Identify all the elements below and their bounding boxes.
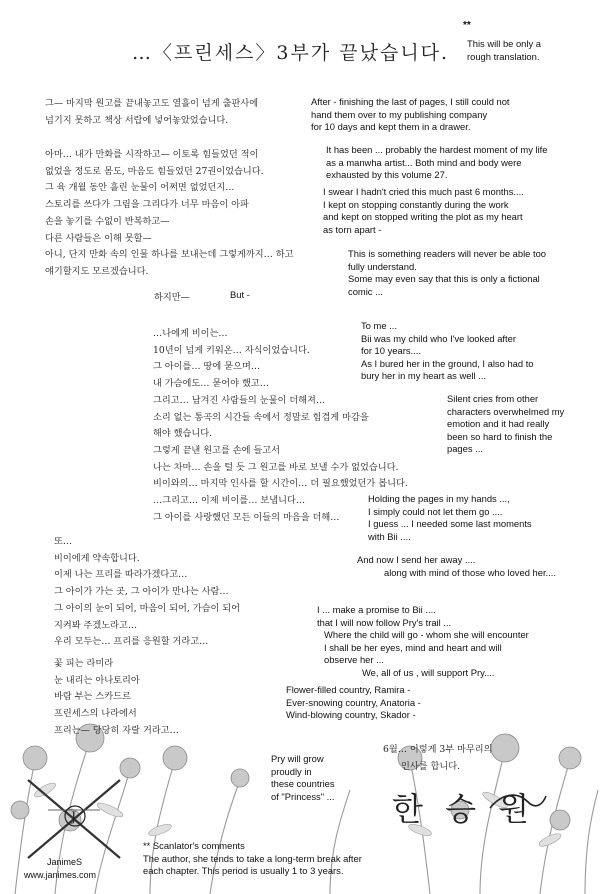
korean-line: …나에게 비이는…: [153, 328, 228, 339]
korean-line: 비이에게 약속합니다.: [54, 552, 140, 564]
logo-name: JanimeS: [47, 857, 83, 867]
scanlator-comments: [143, 840, 362, 878]
translation-line: Where the child will go - whom she will encounter: [324, 629, 529, 641]
translation-line: and kept on stopped writing the plot as my heart: [323, 211, 523, 223]
translation-line: along with mind of those who loved her....: [384, 566, 556, 578]
page-title: …〈프린세스〉3부가 끝났습니다.: [132, 42, 450, 64]
korean-line: 그 아이의 눈이 되어, 마음이 되어, 가슴이 되어: [54, 602, 241, 614]
korean-line: 다른 사람들은 이해 못할—: [45, 232, 152, 244]
translation-line: I kept on stopping constantly during the work: [323, 198, 509, 210]
translation-5: [230, 289, 250, 302]
translation-line: This is something readers will never be able too: [348, 248, 547, 259]
translation-12: [271, 753, 335, 803]
signature-flourish: [488, 790, 548, 814]
korean-paragraph-1: [45, 96, 258, 129]
translation-line: It has been ... probably the hardest moment of my life: [326, 144, 548, 155]
translation-7: [447, 393, 564, 456]
translation-line: characters overwhelmed my: [447, 405, 565, 417]
translator-note-line: rough translation.: [467, 50, 540, 62]
svg-text:J: J: [71, 810, 77, 825]
korean-line: 눈 내리는 아나토리아: [54, 674, 140, 686]
translation-2: [326, 144, 547, 182]
translation-line: Some may even say that this is only a fictional: [348, 273, 540, 285]
translation-line: that I will now follow Pry's trail ...: [317, 616, 452, 628]
translation-line: these countries: [271, 778, 335, 790]
korean-line: 또…: [54, 536, 73, 547]
translation-line: We, all of us , will support Pry....: [362, 666, 495, 678]
korean-line: 얘기할지도 모르겠습니다.: [45, 265, 149, 277]
korean-line: 내 가슴에도… 묻어야 했고…: [153, 378, 269, 390]
korean-line: 해야 했습니다.: [153, 428, 213, 440]
translation-line: Silent cries from other: [447, 393, 539, 404]
korean-line: 그— 마지막 원고를 끝내놓고도 열흘이 넘게 출판사에: [45, 98, 259, 109]
logo-url: www.janimes.com: [24, 870, 97, 880]
translation-3: [323, 186, 524, 236]
translation-line: I ... make a promise to Bii ....: [317, 604, 436, 615]
translation-line: I simply could not let them go ....: [368, 505, 503, 517]
translation-line: Flower-filled country, Ramira -: [286, 684, 411, 695]
translation-line: observe her ...: [324, 654, 384, 666]
korean-line: 비이와의… 마지막 인사를 할 시간이… 더 필요했었던가 봅니다.: [153, 478, 408, 490]
translation-line: I swear I hadn't cried this much past 6 months....: [323, 186, 524, 197]
korean-line: 10년이 넘게 키워온… 자식이었습니다.: [153, 344, 310, 356]
translation-line: Ever-snowing country, Anatoria -: [286, 696, 421, 708]
korean-line: 나는 차마… 손을 털 듯 그 원고를 바로 보낼 수가 없었습니다.: [153, 461, 399, 473]
scanlator-heading: ** Scanlator's comments: [143, 840, 245, 851]
korean-line: 넘기지 못하고 책상 서랍에 넣어놓았었습니다.: [45, 114, 229, 126]
korean-paragraph-6: [54, 656, 179, 740]
translation-line: After - finishing the last of pages, I still could not: [311, 96, 510, 107]
korean-line: 그 아이를… 땅에 묻으며…: [153, 361, 261, 373]
korean-line: 프린세스의 나라에서: [54, 708, 137, 720]
author-signature: 한 승 원: [392, 790, 536, 828]
translation-9: [357, 554, 556, 579]
translation-4: [348, 248, 546, 298]
translation-line: And now I send her away ....: [357, 554, 476, 565]
scanlator-line: The author, she tends to take a long-term break after: [143, 852, 362, 864]
translation-line: Bii was my child who I've looked after: [361, 332, 516, 344]
translation-line: emotion and it had really: [447, 418, 550, 430]
korean-line: 손을 놓기를 수없이 반복하고—: [45, 215, 170, 227]
translation-line: pages ...: [447, 443, 483, 455]
translator-note-line: This will be only a: [467, 38, 541, 49]
korean-line: 없었을 정도로 몸도, 마음도 힘들었던 27권이었습니다.: [45, 165, 264, 177]
translator-note: [467, 38, 541, 63]
translation-1: [311, 96, 510, 134]
translation-line: proudly in: [271, 765, 312, 777]
korean-line: 그렇게 끝낸 원고를 손에 들고서: [153, 444, 281, 456]
korean-line: …그리고… 이제 비이를… 보냅니다…: [153, 495, 306, 507]
translation-line: But -: [230, 289, 250, 300]
korean-paragraph-3: [154, 290, 190, 307]
translation-line: To me ...: [361, 320, 397, 331]
korean-line: 소리 없는 통곡의 시간들 속에서 정말로 힘겹게 마감을: [153, 411, 369, 423]
translation-line: of "Princess" ...: [271, 790, 335, 802]
korean-line: 스토리를 쓰다가 그림을 그리다가 너무 마음이 아파: [45, 199, 249, 211]
korean-line: 그 아이가 가는 곳, 그 아이가 만나는 사람…: [54, 586, 229, 598]
korean-paragraph-2: [45, 147, 293, 281]
korean-line: 꽃 피는 라미라: [54, 658, 114, 669]
translation-line: Wind-blowing country, Skador -: [286, 709, 416, 721]
translation-6: [361, 320, 534, 383]
translation-11: [286, 684, 421, 722]
translation-line: As I bured her in the ground, I also had to: [361, 357, 534, 369]
translation-line: exhausted by this volume 27.: [326, 169, 448, 181]
korean-line: 아마… 내가 만화를 시작하고— 이토록 힘들었던 적이: [45, 149, 259, 160]
translation-line: I shall be her eyes, mind and heart and will: [324, 641, 502, 653]
janimes-logo: [20, 770, 130, 870]
korean-paragraph-5: [54, 534, 240, 651]
korean-line: 그 아이를 사랑했던 모든 이들의 마음을 더해…: [153, 511, 340, 523]
translation-line: for 10 days and kept them in a drawer.: [311, 121, 471, 133]
korean-line: 우리 모두는… 프리를 응원할 거라고…: [54, 636, 209, 648]
translation-line: fully understand.: [348, 260, 417, 272]
korean-line: 지켜봐 주겠노라고…: [54, 619, 138, 631]
translation-line: bury her in my heart as well ...: [361, 370, 487, 382]
scanlator-line: each chapter. This period is usually 1 to 3 years.: [143, 865, 344, 877]
korean-line: 바람 부는 스카드르: [54, 691, 131, 703]
translation-line: as torn apart -: [323, 223, 382, 235]
translation-8: [368, 493, 532, 543]
translation-line: Holding the pages in my hands ...,: [368, 493, 510, 504]
korean-line: 6월… 이렇게 3부 마무리의: [383, 744, 493, 755]
translation-line: hand them over to my publishing company: [311, 108, 488, 120]
translation-line: been so hard to finish the: [447, 430, 553, 442]
translation-10: [317, 604, 529, 680]
closing-greeting: [383, 742, 493, 775]
translation-line: for 10 years....: [361, 345, 421, 357]
translation-line: I guess ... I needed some last moments: [368, 518, 532, 530]
translation-line: with Bii ....: [368, 530, 411, 542]
korean-line: 그리고… 남겨진 사람들의 눈물이 더해져…: [153, 394, 326, 406]
korean-line: 하지만—: [154, 292, 190, 303]
translation-line: Pry will grow: [271, 753, 324, 764]
korean-line: 인사를 합니다.: [401, 760, 461, 772]
translator-note-stars: **: [463, 20, 471, 31]
translation-line: comic ...: [348, 285, 383, 297]
translation-line: as a manwha artist... Both mind and body were: [326, 156, 522, 168]
korean-line: 그 육 개월 동안 흘린 눈물이 어쩌면 없었던지…: [45, 182, 235, 194]
korean-line: 프리는— 당당히 자랄 거라고…: [54, 724, 179, 736]
korean-line: 아니, 단지 만화 속의 인물 하나를 보내는데 그렇게까지… 하고: [45, 249, 294, 261]
korean-line: 이제 나는 프리를 따라가겠다고…: [54, 569, 188, 581]
